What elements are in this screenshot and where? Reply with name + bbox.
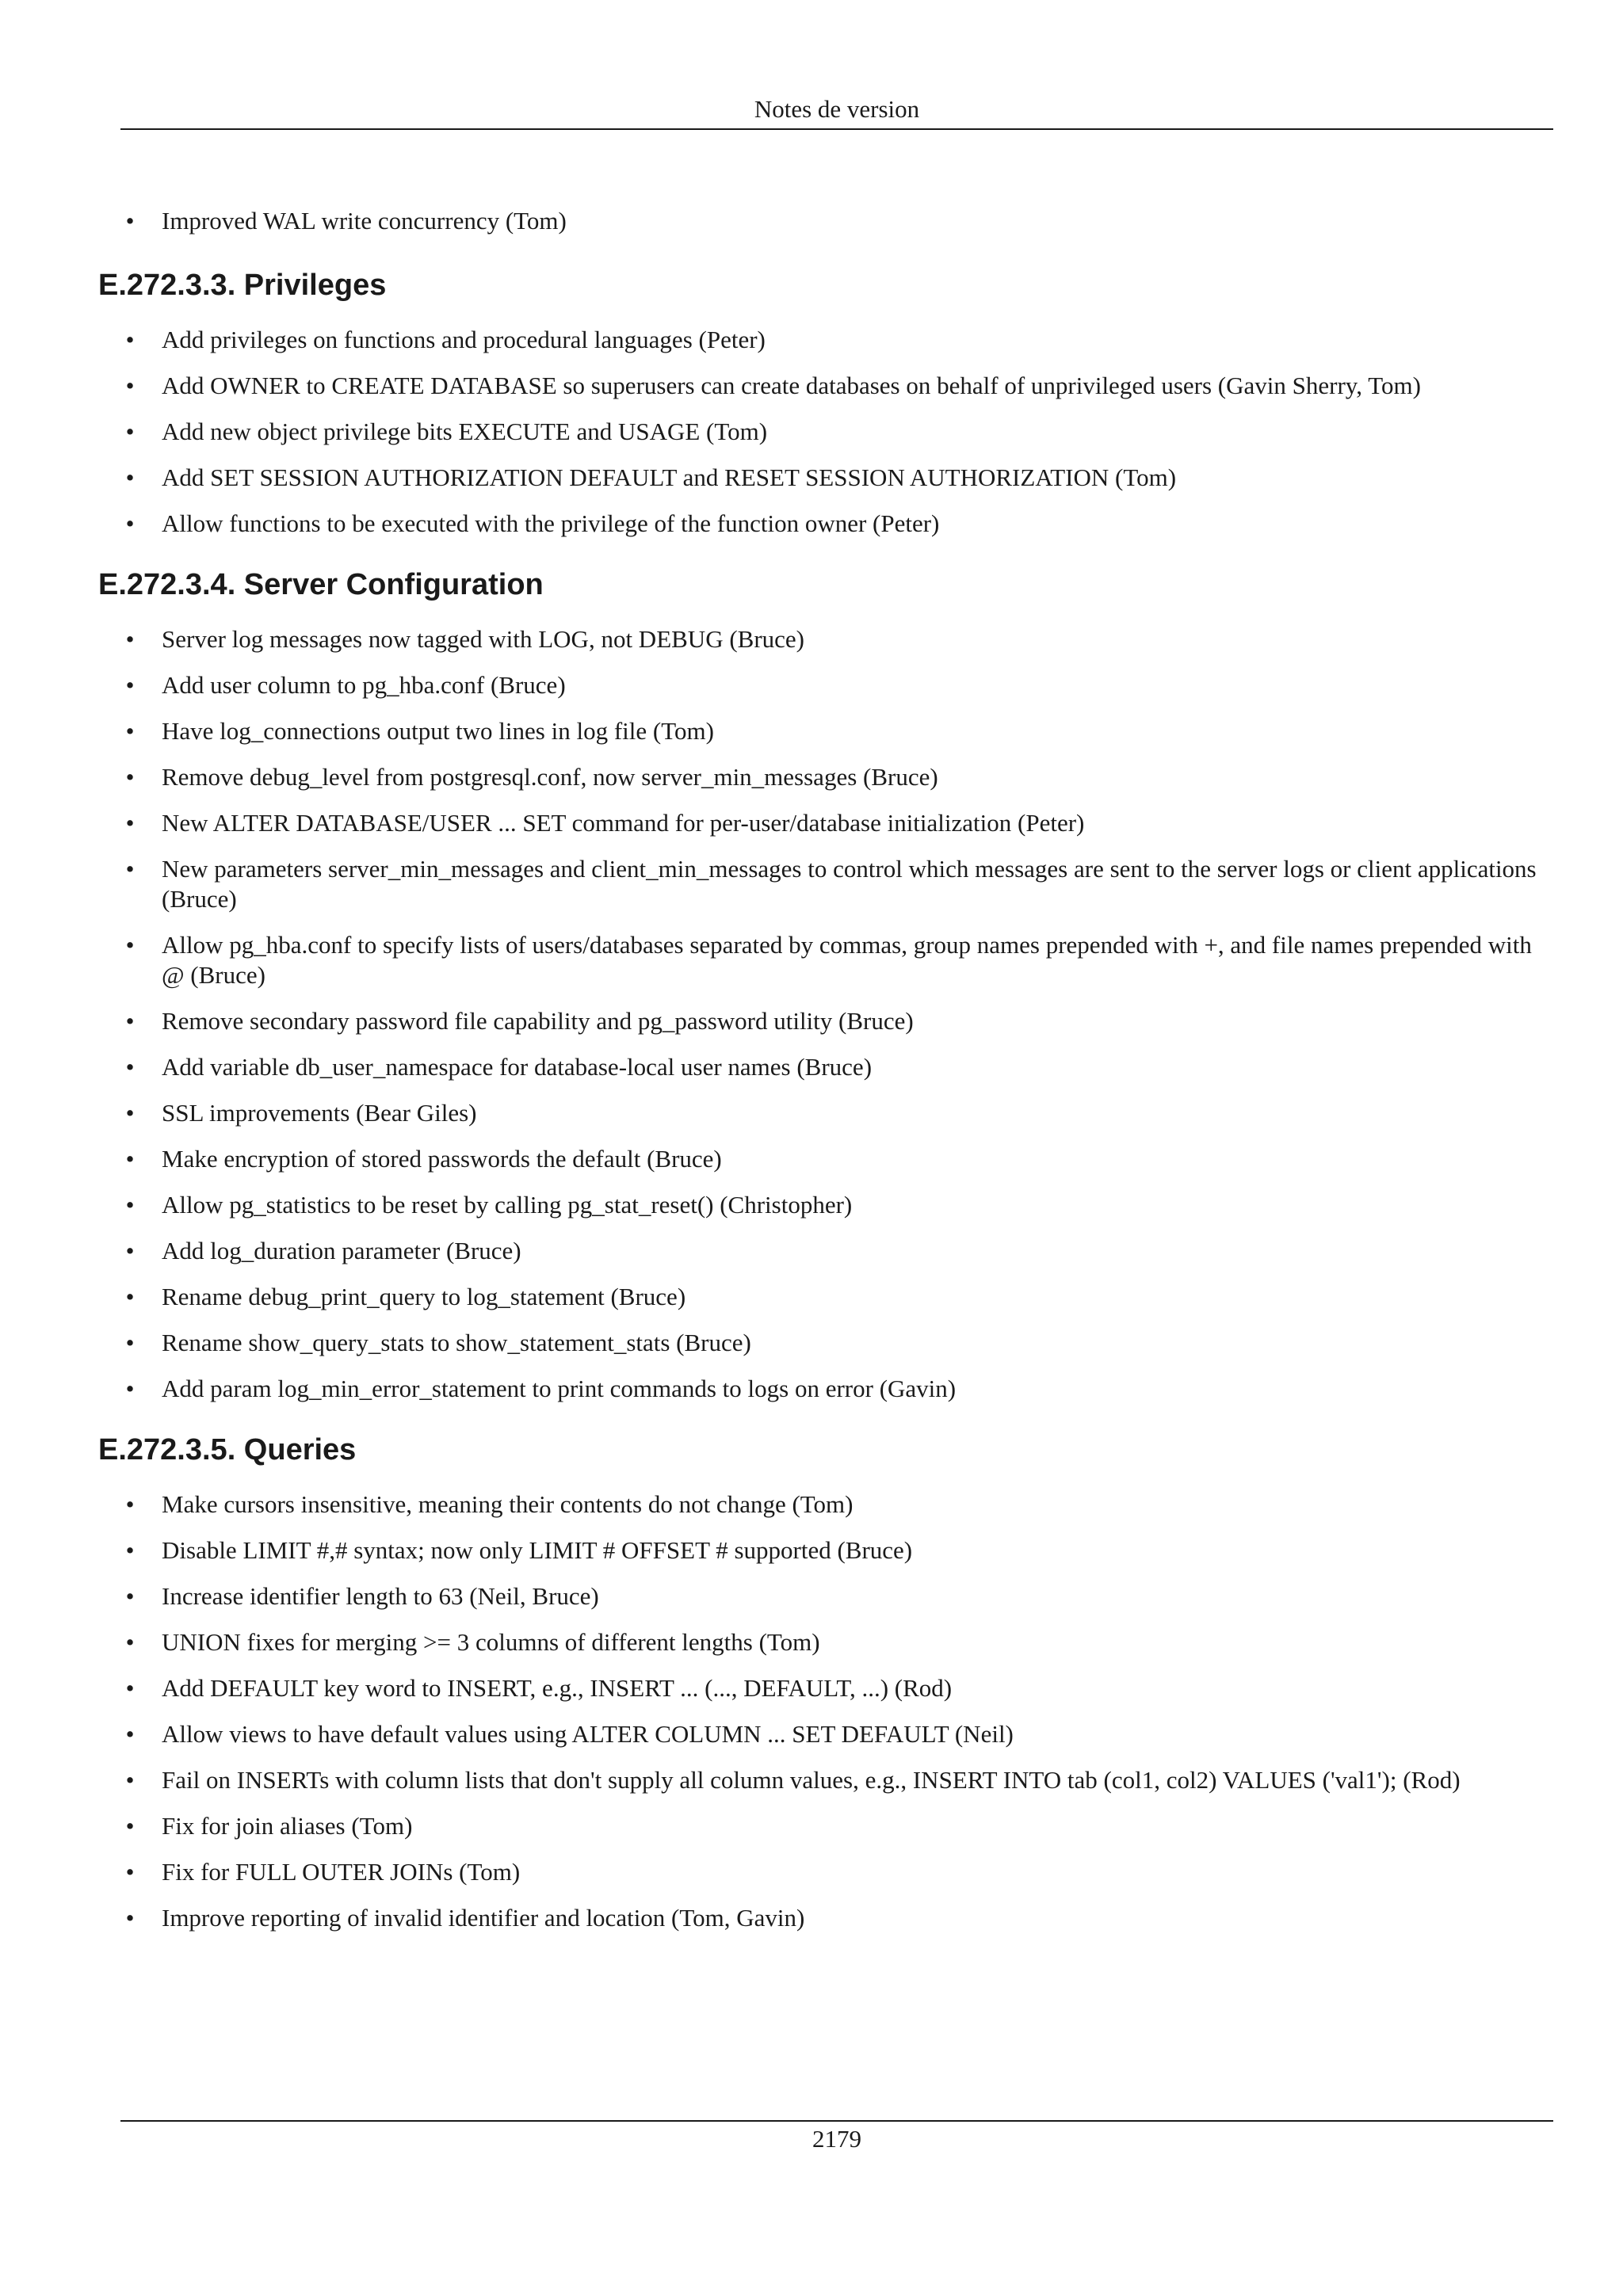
section-heading: E.272.3.4. Server Configuration [98,568,544,601]
bullet-icon: • [125,1536,135,1564]
list-item-text: Make cursors insensitive, meaning their contents do not change (Tom) [162,1490,854,1518]
bullet-icon: • [125,1007,135,1035]
list-item-text: Remove debug_level from postgresql.conf, now server_min_messages (Bruce) [162,763,938,791]
list-item [98,1144,1556,1174]
list-item [98,1489,1556,1520]
section-list [98,325,1556,539]
bullet-icon: • [125,1145,135,1173]
intro-list [98,206,1556,236]
header-rule [120,128,1553,130]
list-item-text: Increase identifier length to 63 (Neil, Bruce) [162,1582,599,1610]
list-item-text: Add SET SESSION AUTHORIZATION DEFAULT and RESET SESSION AUTHORIZATION (Tom) [162,463,1177,491]
bullet-icon: • [125,1628,135,1656]
list-item [98,762,1556,792]
list-item-text: Fix for join aliases (Tom) [162,1812,413,1840]
bullet-icon: • [125,326,135,353]
list-item-text: Rename debug_print_query to log_statement (Bruce) [162,1283,686,1310]
list-item [98,1581,1556,1611]
list-item-text: Fix for FULL OUTER JOINs (Tom) [162,1858,521,1886]
list-item [98,325,1556,355]
list-item [98,930,1556,990]
bullet-icon: • [125,1812,135,1840]
list-item [98,624,1556,654]
section-queries [98,1431,1556,1933]
list-item-text: Rename show_query_stats to show_statement_stats (Bruce) [162,1329,751,1356]
bullet-icon: • [125,1674,135,1702]
bullet-icon: • [125,931,135,959]
list-item [98,1719,1556,1749]
list-item [98,808,1556,838]
list-item [98,1627,1556,1657]
list-item [98,509,1556,539]
list-item [98,1765,1556,1795]
list-item [98,1857,1556,1887]
list-item-text: Add new object privilege bits EXECUTE and USAGE (Tom) [162,418,768,445]
bullet-icon: • [125,1191,135,1219]
list-item [98,1052,1556,1082]
list-item [98,1673,1556,1703]
bullet-icon: • [125,1858,135,1886]
bullet-icon: • [125,1582,135,1610]
list-item-text: Have log_connections output two lines in log file (Tom) [162,717,714,745]
list-item [98,716,1556,746]
list-item-text: Improved WAL write concurrency (Tom) [162,207,567,235]
list-item [98,206,1556,236]
page-content [98,206,1556,1960]
page-header: Notes de version [754,95,920,123]
list-item [98,1236,1556,1266]
list-item [98,1328,1556,1358]
list-item-text: Server log messages now tagged with LOG, not DEBUG (Bruce) [162,625,804,653]
bullet-icon: • [125,463,135,491]
list-item-text: Add log_duration parameter (Bruce) [162,1237,521,1264]
bullet-icon: • [125,809,135,837]
list-item [98,1903,1556,1933]
list-item [98,463,1556,493]
section-privileges [98,266,1556,539]
list-item-text: Remove secondary password file capability and pg_password utility (Bruce) [162,1007,914,1035]
list-item-text: Allow pg_hba.conf to specify lists of users/databases separated by commas, group names prepended with +, and file names prepended with @ (Bruce) [162,931,1532,989]
list-item [98,1282,1556,1312]
list-item [98,1535,1556,1566]
list-item-text: Improve reporting of invalid identifier and location (Tom, Gavin) [162,1904,805,1932]
list-item-text: SSL improvements (Bear Giles) [162,1099,477,1127]
list-item-text: New parameters server_min_messages and client_min_messages to control which messages are sent to the server logs or client applications (Bruce) [162,855,1537,913]
section-heading: E.272.3.5. Queries [98,1433,357,1466]
bullet-icon: • [125,1766,135,1794]
section-server-configuration [98,566,1556,1404]
bullet-icon: • [125,1283,135,1310]
bullet-icon: • [125,1720,135,1748]
bullet-icon: • [125,625,135,653]
list-item-text: Add OWNER to CREATE DATABASE so superusers can create databases on behalf of unprivileged users (Gavin Sherry, Tom) [162,372,1421,399]
list-item-text: Fail on INSERTs with column lists that don't supply all column values, e.g., INSERT INTO tab (col1, col2) VALUES ('val1'); (Rod) [162,1766,1461,1794]
bullet-icon: • [125,717,135,745]
list-item [98,1811,1556,1841]
bullet-icon: • [125,509,135,537]
list-item-text: Make encryption of stored passwords the default (Bruce) [162,1145,722,1173]
bullet-icon: • [125,1375,135,1402]
list-item [98,1374,1556,1404]
list-item [98,417,1556,447]
list-item [98,1190,1556,1220]
bullet-icon: • [125,372,135,399]
bullet-icon: • [125,1490,135,1518]
bullet-icon: • [125,207,135,235]
list-item [98,854,1556,914]
list-item [98,1006,1556,1036]
footer-rule [120,2120,1553,2122]
section-heading: E.272.3.3. Privileges [98,269,387,302]
section-list [98,1489,1556,1933]
bullet-icon: • [125,1099,135,1127]
list-item [98,1098,1556,1128]
section-list [98,624,1556,1404]
list-item-text: Allow pg_statistics to be reset by calling pg_stat_reset() (Christopher) [162,1191,853,1219]
list-item-text: Add variable db_user_namespace for database-local user names (Bruce) [162,1053,873,1081]
bullet-icon: • [125,1329,135,1356]
list-item [98,670,1556,700]
list-item-text: Allow views to have default values using ALTER COLUMN ... SET DEFAULT (Neil) [162,1720,1014,1748]
list-item-text: Add user column to pg_hba.conf (Bruce) [162,671,566,699]
bullet-icon: • [125,1237,135,1264]
page-number: 2179 [812,2125,861,2153]
bullet-icon: • [125,763,135,791]
list-item [98,371,1556,401]
list-item-text: UNION fixes for merging >= 3 columns of different lengths (Tom) [162,1628,820,1656]
list-item-text: Add DEFAULT key word to INSERT, e.g., INSERT ... (..., DEFAULT, ...) (Rod) [162,1674,953,1702]
bullet-icon: • [125,1904,135,1932]
list-item-text: Allow functions to be executed with the privilege of the function owner (Peter) [162,509,940,537]
bullet-icon: • [125,855,135,883]
bullet-icon: • [125,418,135,445]
list-item-text: New ALTER DATABASE/USER ... SET command for per-user/database initialization (Peter) [162,809,1085,837]
list-item-text: Add param log_min_error_statement to print commands to logs on error (Gavin) [162,1375,957,1402]
bullet-icon: • [125,671,135,699]
bullet-icon: • [125,1053,135,1081]
list-item-text: Add privileges on functions and procedural languages (Peter) [162,326,766,353]
list-item-text: Disable LIMIT #,# syntax; now only LIMIT # OFFSET # supported (Bruce) [162,1536,913,1564]
